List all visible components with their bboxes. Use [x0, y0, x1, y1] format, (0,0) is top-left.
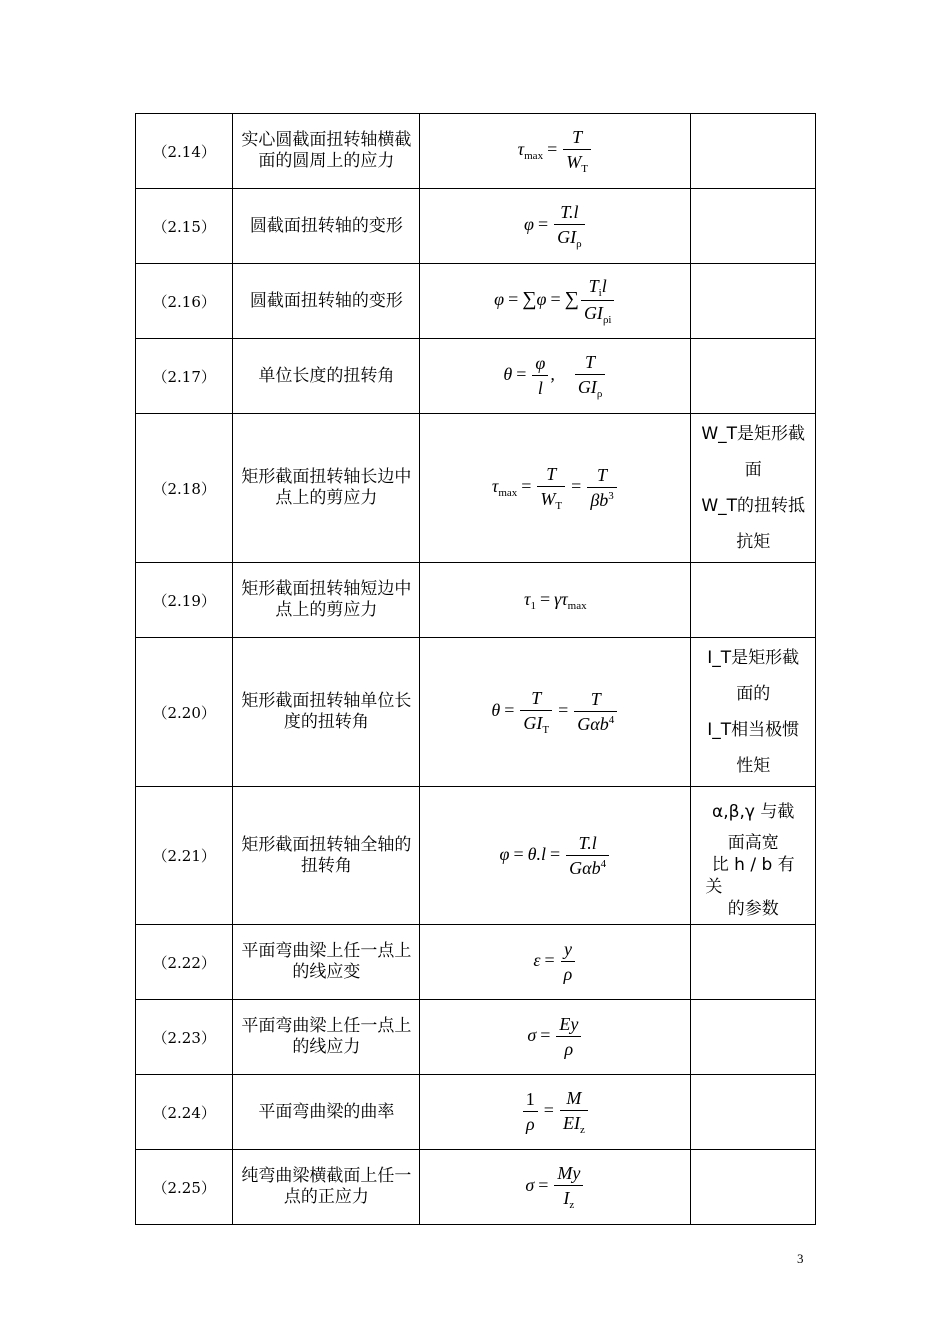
- formula-2-20: θ = $\frac{T}{GI_T}$ = $\frac{T}{G\alpha b^4}$: [420, 638, 691, 787]
- eq-number: （2.25）: [136, 1150, 233, 1225]
- eq-note: α,β,γ 与截 面高宽 比 h / b 有 关 的参数: [691, 787, 816, 925]
- formula-2-23: σ = $\frac{Ey}{\rho}$: [420, 1000, 691, 1075]
- eq-number: （2.23）: [136, 1000, 233, 1075]
- eq-number: （2.22）: [136, 925, 233, 1000]
- table-row: [136, 563, 816, 638]
- eq-description: 单位长度的扭转角: [233, 339, 420, 414]
- eq-description: 圆截面扭转轴的变形: [233, 264, 420, 339]
- eq-number: （2.24）: [136, 1075, 233, 1150]
- eq-description: 圆截面扭转轴的变形: [233, 189, 420, 264]
- eq-note: [691, 1000, 816, 1075]
- eq-note: W_T是矩形截 面 W_T的扭转抵 抗矩: [691, 414, 816, 563]
- eq-note: [691, 339, 816, 414]
- table-row: [136, 189, 816, 264]
- formula-2-17: θ = $\frac{\varphi}{l}$ , $\frac{T}{GI_\rho}$: [420, 339, 691, 414]
- table-row: [136, 1075, 816, 1150]
- formula-2-18: $\tau_{max}$ = $\frac{T}{W_T}$ = $\frac{T}{\beta b^3}$: [420, 414, 691, 563]
- eq-number: （2.15）: [136, 189, 233, 264]
- table-row: [136, 264, 816, 339]
- eq-description: 矩形截面扭转轴短边中点上的剪应力: [233, 563, 420, 638]
- eq-note: [691, 189, 816, 264]
- eq-number: （2.20）: [136, 638, 233, 787]
- eq-note: [691, 264, 816, 339]
- table-row: [136, 638, 816, 787]
- formula-2-21: φ = θ.l = $\frac{T.l}{G\alpha b^4}$: [420, 787, 691, 925]
- table-row: [136, 114, 816, 189]
- eq-note: [691, 563, 816, 638]
- eq-description: 纯弯曲梁横截面上任一点的正应力: [233, 1150, 420, 1225]
- eq-number: （2.19）: [136, 563, 233, 638]
- table-row: [136, 1150, 816, 1225]
- formula-table: [135, 113, 816, 1225]
- table-row: [136, 925, 816, 1000]
- eq-description: 矩形截面扭转轴全轴的扭转角: [233, 787, 420, 925]
- formula-2-24: $\frac{1}{\rho}$ = $\frac{M}{EI_z}$: [420, 1075, 691, 1150]
- eq-number: （2.17）: [136, 339, 233, 414]
- eq-description: 矩形截面扭转轴单位长度的扭转角: [233, 638, 420, 787]
- table-row: [136, 1000, 816, 1075]
- eq-number: （2.18）: [136, 414, 233, 563]
- eq-description: 平面弯曲梁上任一点上的线应变: [233, 925, 420, 1000]
- eq-number: （2.14）: [136, 114, 233, 189]
- page-number: 3: [797, 1251, 804, 1266]
- eq-description: 平面弯曲梁的曲率: [233, 1075, 420, 1150]
- formula-2-15: φ = $\frac{T.l}{GI_\rho}$: [420, 189, 691, 264]
- eq-description: 平面弯曲梁上任一点上的线应力: [233, 1000, 420, 1075]
- eq-number: （2.16）: [136, 264, 233, 339]
- table-row: [136, 414, 816, 563]
- eq-note: [691, 925, 816, 1000]
- formula-2-16: φ = ∑φ = ∑ $\frac{T_il}{GI_{\rho i}}$: [420, 264, 691, 339]
- formula-2-22: ε = $\frac{y}{\rho}$: [420, 925, 691, 1000]
- eq-note: [691, 114, 816, 189]
- eq-description: 矩形截面扭转轴长边中点上的剪应力: [233, 414, 420, 563]
- eq-note: [691, 1075, 816, 1150]
- table-row: [136, 339, 816, 414]
- eq-note: I_T是矩形截 面的 I_T相当极惯 性矩: [691, 638, 816, 787]
- formula-2-25: σ = $\frac{My}{I_z}$: [420, 1150, 691, 1225]
- formula-2-19: $\tau_1 = \gamma\tau_{max}$: [420, 563, 691, 638]
- eq-description: 实心圆截面扭转轴横截面的圆周上的应力: [233, 114, 420, 189]
- table-row: [136, 787, 816, 925]
- eq-number: （2.21）: [136, 787, 233, 925]
- formula-2-14: $\tau_{max}$ = $\frac{T}{W_T}$: [420, 114, 691, 189]
- eq-note: [691, 1150, 816, 1225]
